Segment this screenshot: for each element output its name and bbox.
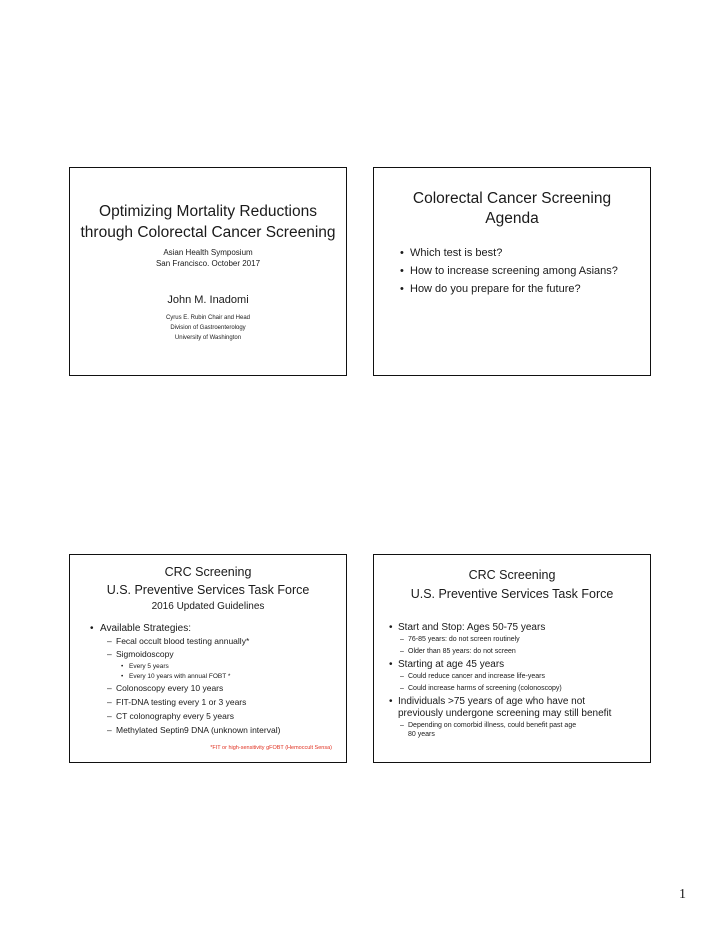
slide-uspstf-ages [373,554,651,763]
bullet-icon: • [400,283,404,295]
strategy-item: – Fecal occult blood testing annually* [107,636,250,646]
strategy-subitem: • Every 10 years with annual FOBT * [121,673,231,680]
slide-heading: CRC Screening [468,568,556,582]
slide-heading-line2: U.S. Preventive Services Task Force [410,587,614,601]
event-name: Asian Health Symposium [163,248,253,257]
slide-title-line2: through Colorectal Cancer Screening [80,224,336,241]
author-title: Cyrus E. Rubin Chair and Head [165,315,251,321]
bullet-icon: • [400,265,404,277]
age-subitem: – Could reduce cancer and increase life-years [400,673,545,680]
age-subitem: – Depending on comorbid illness, could benefit past age [400,722,577,729]
strategy-subitem: • Every 5 years [121,663,169,670]
agenda-title-line1: Colorectal Cancer Screening [412,190,612,207]
age-subitem: – Could increase harms of screening (colonoscopy) [400,685,562,692]
strategy-item: – FIT-DNA testing every 1 or 3 years [107,697,247,707]
slide-heading-line2: U.S. Preventive Services Task Force [106,583,310,597]
bullet-icon: • [400,247,404,259]
main-bullet: • Available Strategies: [90,623,191,634]
slide-subtitle: 2016 Updated Guidelines [151,601,265,612]
age-subitem: – 76-85 years: do not screen routinely [400,636,520,643]
event-location-date: San Francisco. October 2017 [155,259,261,268]
age-subitem: – Older than 85 years: do not screen [400,648,516,655]
age-bullet-continuation: previously undergone screening may still benefit [398,708,612,719]
author-university: University of Washington [174,335,242,341]
age-bullet: • Start and Stop: Ages 50-75 years [389,622,546,633]
strategy-item: – CT colonography every 5 years [107,711,234,721]
bullet-icon: • [90,623,94,634]
strategy-item: – Methylated Septin9 DNA (unknown interval) [107,725,281,735]
slide-title [69,167,347,376]
author-name: John M. Inadomi [167,294,249,306]
strategy-item: – Colonoscopy every 10 years [107,683,224,693]
slide-uspstf-strategies [69,554,347,763]
footnote: *FIT or high-sensitivity gFOBT (Hemoccult Sensa) [210,745,332,751]
strategy-item: – Sigmoidoscopy [107,649,174,659]
agenda-item: • Which test is best? [400,247,503,259]
slide-agenda [373,167,651,376]
age-bullet: • Individuals >75 years of age who have not [389,696,586,707]
bullet-icon: • [389,622,393,633]
age-subitem-continuation: 80 years [408,731,435,738]
agenda-title-line2: Agenda [485,210,539,227]
slide-heading: CRC Screening [164,565,252,579]
author-division: Division of Gastroenterology [170,325,246,331]
agenda-item: • How to increase screening among Asians? [400,265,618,277]
bullet-icon: • [389,659,393,670]
agenda-item: • How do you prepare for the future? [400,283,581,295]
bullet-icon: • [389,696,393,707]
page-number: 1 [679,887,686,902]
slide-title-line1: Optimizing Mortality Reductions [99,203,317,220]
age-bullet: • Starting at age 45 years [389,659,505,670]
